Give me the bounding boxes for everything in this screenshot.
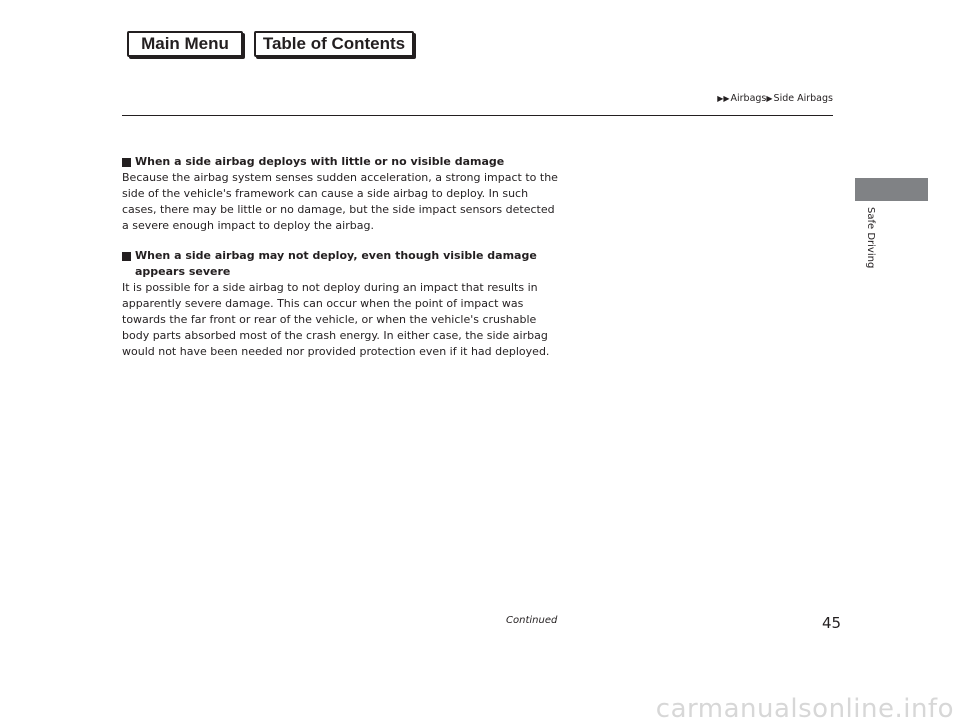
section-tab-label: Safe Driving [865,207,876,269]
watermark: carmanualsonline.info [655,694,954,724]
section-body: It is possible for a side airbag to not deploy during an impact that results in apparently severe damage. This can occur when the point of impact was towards the far front or rear of the vehicle, or when the vehicle's crushable body parts absorbed most of the crash energy. In either case, the side airbag would not have been needed nor provided protection even if it had deployed. [122,281,550,358]
section-heading-text: When a side airbag deploys with little or no visible damage [135,155,505,168]
breadcrumb [717,93,833,104]
continued-label: Continued [506,615,558,626]
page-content [122,154,562,374]
section-tab-marker [855,178,928,201]
page-number: 45 [822,614,842,632]
header-divider [122,115,833,116]
main-menu-button[interactable]: Main Menu [127,31,243,57]
breadcrumb-arrow-icon: ▶ [766,94,773,103]
breadcrumb-arrow-icon: ▶▶ [717,94,730,103]
breadcrumb-item-airbags[interactable]: Airbags [730,93,767,104]
section-body: Because the airbag system senses sudden acceleration, a strong impact to the side of the vehicle's framework can cause a side airbag to deploy. In such cases, there may be little or no damage, but the side impact sensors detected a severe enough impact to deploy the airbag. [122,171,558,232]
square-bullet-icon [122,158,131,167]
section-heading [122,248,562,280]
breadcrumb-item-side-airbags[interactable]: Side Airbags [773,93,833,104]
square-bullet-icon [122,252,131,261]
section-heading [122,154,562,170]
table-of-contents-button[interactable]: Table of Contents [254,31,414,57]
section-heading-text: When a side airbag may not deploy, even though visible damage appears severe [135,249,537,278]
